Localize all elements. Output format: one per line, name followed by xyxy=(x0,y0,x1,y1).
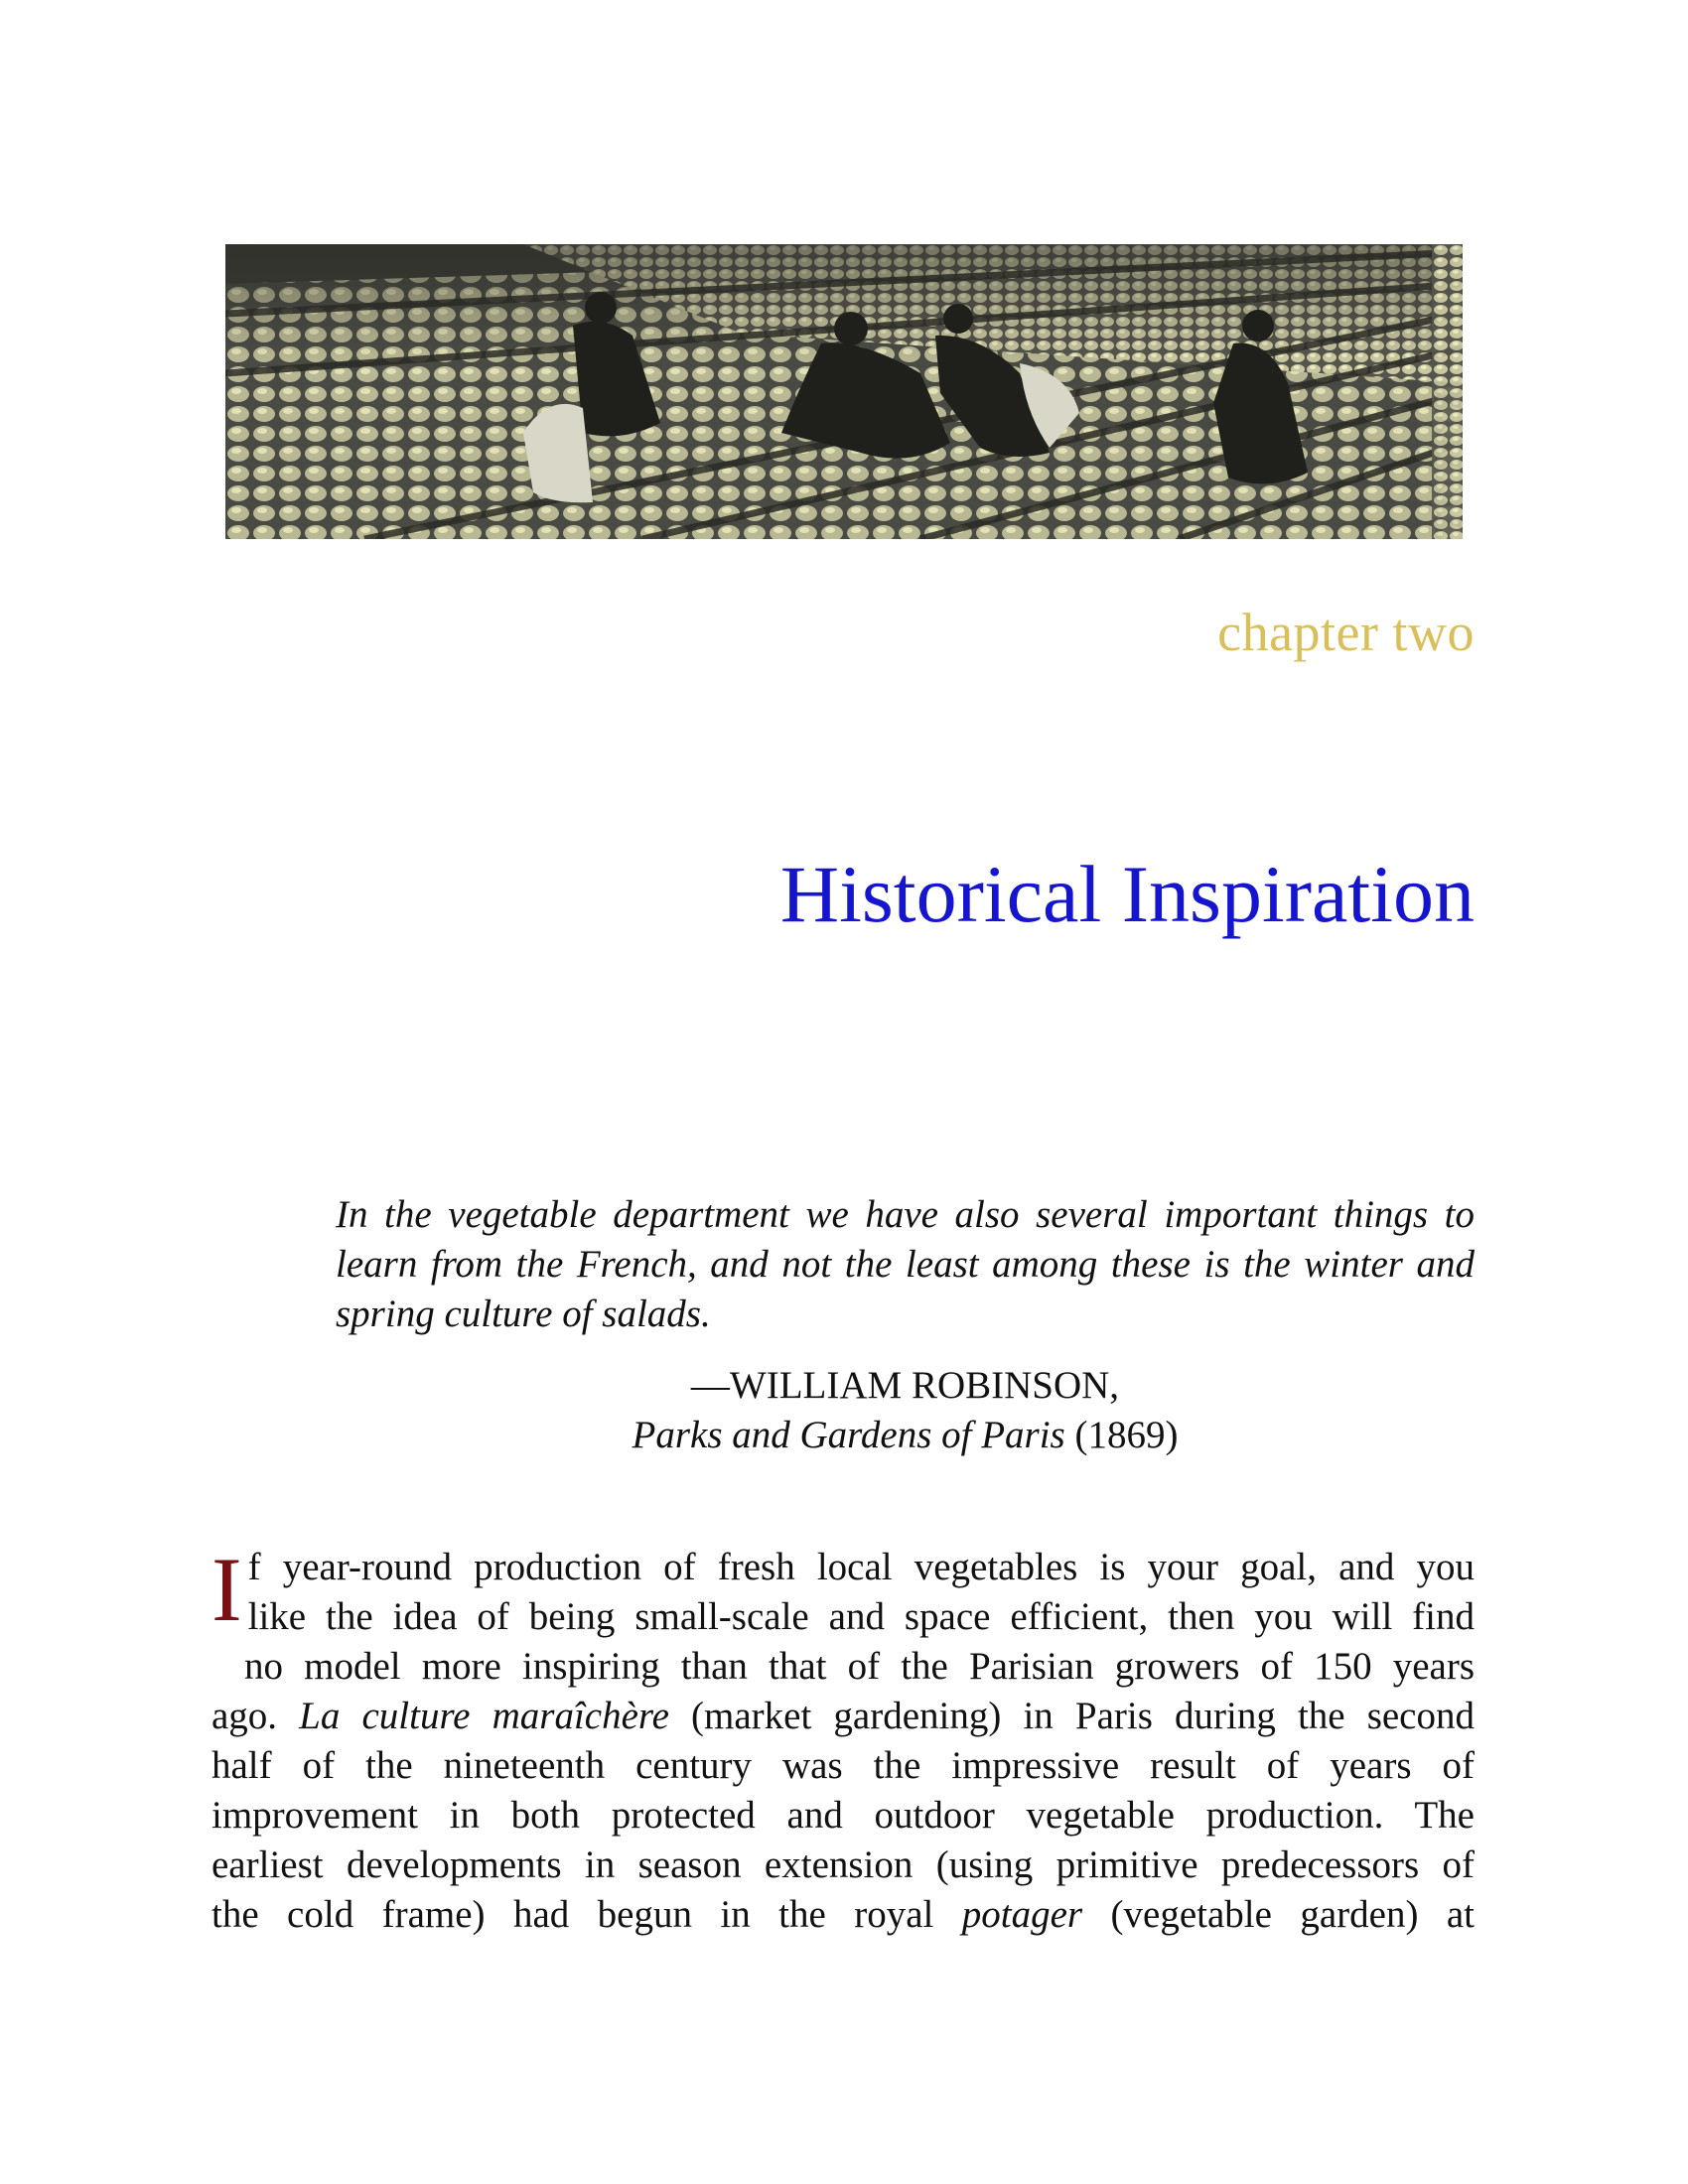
body-line: improvement in both protected and outdoor vegetable production. The xyxy=(211,1794,1475,1837)
body-text-run: (vegetable garden) at xyxy=(1082,1893,1475,1936)
body-text-run: the cold frame) had begun in the royal xyxy=(211,1893,962,1936)
chapter-label: chapter two xyxy=(1217,603,1475,662)
market-garden-photo xyxy=(225,244,1463,539)
body-text-run: (market gardening) in Paris during the second xyxy=(668,1695,1475,1737)
epigraph-work-title: Parks and Gardens of Paris xyxy=(632,1414,1065,1456)
body-line: like the idea of being small-scale and space efficient, then you will find xyxy=(247,1595,1475,1638)
body-emphasis: potager xyxy=(961,1893,1083,1936)
epigraph-quote: In the vegetable department we have also several important things to learn from the French, and not the least among these is the winter and spring culture of salads. xyxy=(336,1193,1475,1335)
body-line: half of the nineteenth century was the impressive result of years of xyxy=(211,1744,1475,1787)
epigraph-author: —WILLIAM ROBINSON, xyxy=(690,1364,1120,1407)
epigraph-work-year: (1869) xyxy=(1074,1414,1179,1456)
drop-cap: I xyxy=(211,1539,242,1640)
body-paragraph xyxy=(211,1539,1475,1940)
body-text-run: ago. xyxy=(211,1695,300,1737)
body-line xyxy=(211,1692,1475,1741)
epigraph-source xyxy=(336,1411,1475,1460)
chapter-title: Historical Inspiration xyxy=(779,849,1475,939)
body-line: f year-round production of fresh local vegetables is your goal, and you xyxy=(247,1546,1475,1588)
epigraph-attribution xyxy=(336,1361,1475,1460)
body-line: earliest developments in season extension (using primitive predecessors of xyxy=(211,1843,1475,1886)
body-line xyxy=(211,1890,1475,1940)
body-emphasis: La culture maraîchère xyxy=(299,1695,669,1737)
body-line: no model more inspiring than that of the Parisian growers of 150 years xyxy=(244,1645,1475,1688)
